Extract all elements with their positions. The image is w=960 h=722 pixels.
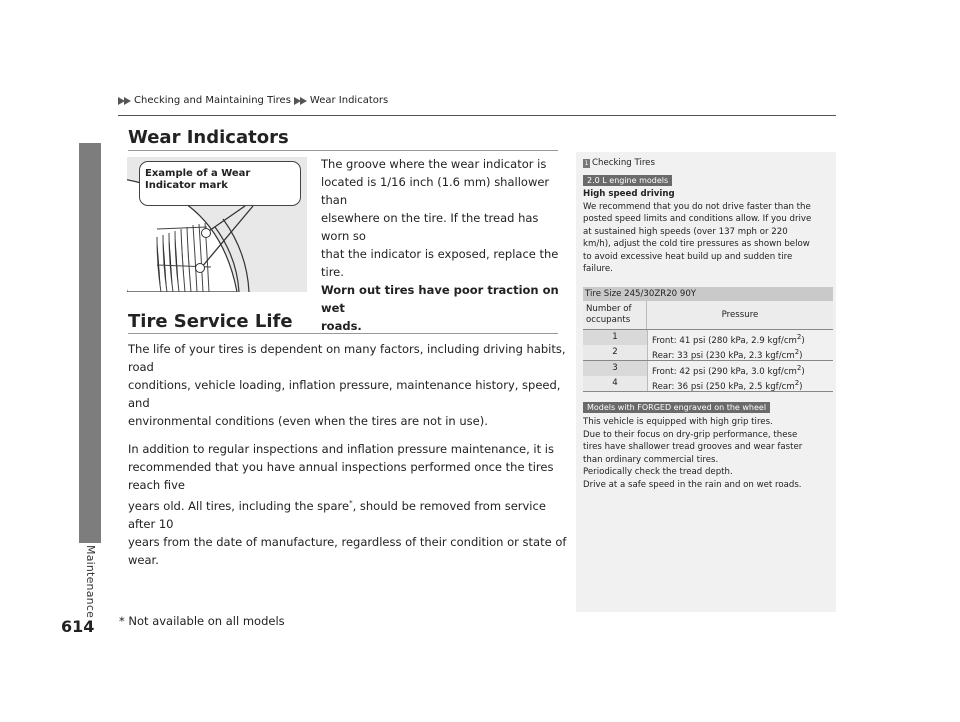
- column-header: Number of occupants: [583, 301, 647, 329]
- header-rule: [118, 115, 836, 116]
- tire-pressure-table: [583, 287, 833, 392]
- occupant-count: 1: [583, 330, 647, 345]
- warning-text: Worn out tires have poor traction on wet: [321, 283, 559, 315]
- note-icon: 1: [584, 159, 589, 167]
- occupant-count: 4: [583, 376, 647, 391]
- table-header-row: [583, 301, 833, 330]
- occupant-count: 3: [583, 361, 647, 376]
- occupant-count: 2: [583, 345, 647, 360]
- section-heading: Wear Indicators: [128, 127, 289, 148]
- pressure-value: Rear: 33 psi (230 kPa, 2.3 kgf/$cm^2$): [652, 348, 803, 361]
- paragraph: In addition to regular inspections and inflation pressure maintenance, it is recommended that you have annual inspections performed once the tires reach five years old. All tires, including the spare*, should be removed from service after 10 years from the date of manufacture, regardless of their condition or state of wear.: [128, 442, 567, 567]
- model-badge: Models with FORGED engraved on the wheel: [583, 402, 770, 413]
- heading-rule: [128, 333, 558, 334]
- section-label: Maintenance: [84, 545, 97, 619]
- paragraph: The life of your tires is dependent on many factors, including driving habits, road conditions, vehicle loading, inflation pressure, maintenance history, speed, and environmental conditions (even when the tires are not in use).: [128, 342, 566, 428]
- footnote-star: *: [349, 499, 353, 507]
- breadcrumb-item[interactable]: Wear Indicators: [309, 95, 389, 106]
- table-row: [583, 330, 833, 361]
- breadcrumb-item[interactable]: Checking and Maintaining Tires: [134, 95, 291, 106]
- footnote: * Not available on all models: [119, 614, 285, 628]
- table-title: Tire Size 245/30ZR20 90Y: [583, 287, 833, 301]
- model-badge: 2.0 L engine models: [583, 175, 672, 186]
- figure-callout-text: Example of a Wear Indicator mark: [145, 168, 251, 191]
- section-tab: [79, 143, 101, 543]
- triangle-right-icon: [124, 97, 131, 105]
- column-header: Pressure: [721, 310, 759, 320]
- side-note-subheading: High speed driving: [583, 189, 675, 199]
- side-note-body: High speed driving We recommend that you do not drive faster than the posted speed limits and conditions allow. If you drive at sustained high speeds (over 137 mph or 220 km/h), adjust the cold tire pressures as shown below to avoid excessive heat build up and sudden tire failure.: [583, 188, 828, 276]
- heading-rule: [128, 150, 558, 151]
- wear-indicators-body: The groove where the wear indicator is located is 1/16 inch (1.6 mm) shallower than elsewhere on the tire. If the tread has worn so that the indicator is exposed, replace the tire. Worn out tires have poor traction on wet roads.: [321, 155, 561, 335]
- side-note-title: 1 Checking Tires: [584, 158, 655, 168]
- page-number: 614: [61, 617, 95, 636]
- pressure-value: Front: 41 psi (280 kPa, 2.9 kgf/$cm^2$): [652, 333, 805, 346]
- section-heading: Tire Service Life: [128, 311, 293, 332]
- table-row: [583, 361, 833, 392]
- side-note-body: This vehicle is equipped with high grip tires. Due to their focus on dry-grip performance, these tires have shallower tread grooves and wear faster than ordinary commercial tires. Periodically check the tread depth. Drive at a safe speed in the rain and on wet roads.: [583, 417, 803, 490]
- pressure-value: Front: 42 psi (290 kPa, 3.0 kgf/$cm^2$): [652, 364, 805, 377]
- breadcrumb: [118, 95, 388, 106]
- tire-service-life-body: [128, 340, 568, 579]
- triangle-right-icon: [300, 97, 307, 105]
- warning-text: roads.: [321, 319, 362, 333]
- wear-indicator-figure: [127, 157, 307, 292]
- pressure-value: Rear: 36 psi (250 kPa, 2.5 kgf/$cm^2$): [652, 379, 803, 392]
